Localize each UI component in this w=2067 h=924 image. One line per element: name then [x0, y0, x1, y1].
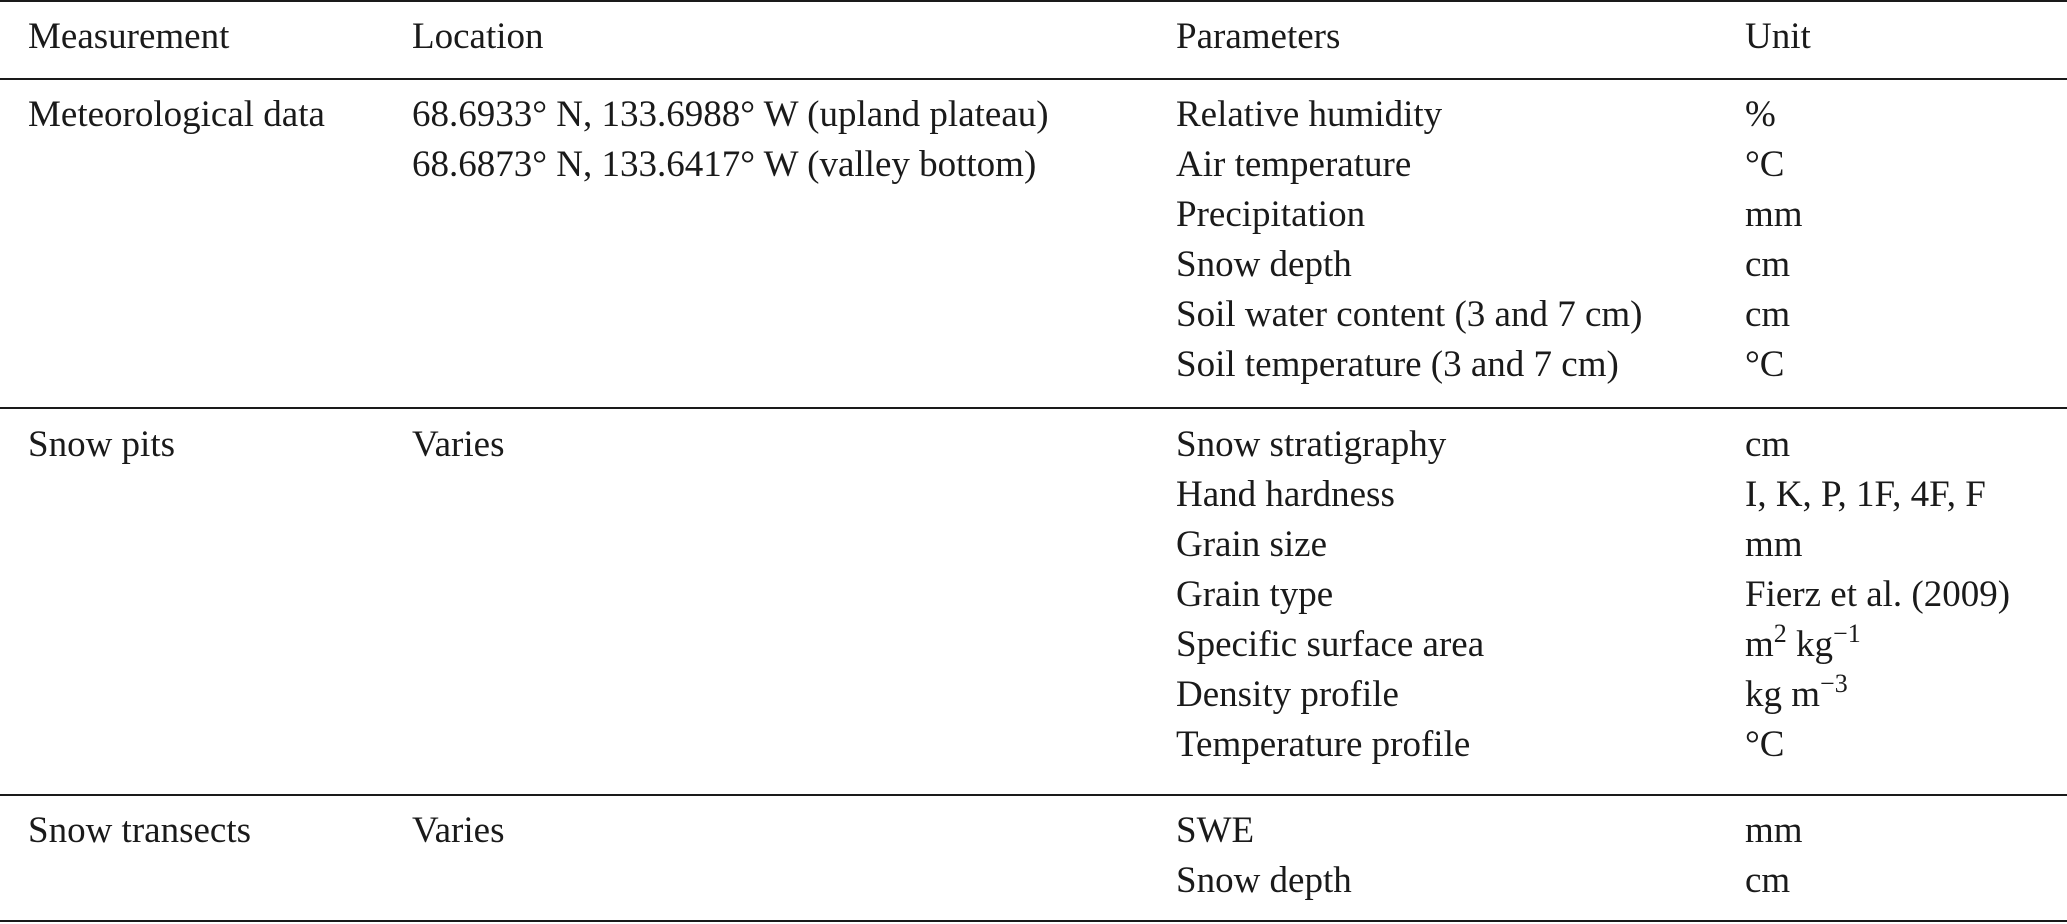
row-separator	[0, 794, 2067, 796]
row-parameters	[1176, 806, 1352, 906]
table-top-rule	[0, 0, 2067, 2]
location-line: 68.6873° N, 133.6417° W (valley bottom)	[412, 144, 1037, 185]
header-unit: Unit	[1745, 16, 1811, 57]
row-measurement: Snow transects	[28, 810, 251, 851]
unit-base: m	[1745, 624, 1774, 665]
location-line: Varies	[412, 424, 505, 465]
table-bottom-rule	[0, 920, 2067, 922]
parameter-item: Relative humidity	[1176, 94, 1443, 135]
unit-superscript: −3	[1820, 669, 1848, 698]
row-measurement: Snow pits	[28, 424, 176, 465]
parameter-item: Soil temperature (3 and 7 cm)	[1176, 344, 1619, 385]
unit-item: I, K, P, 1F, 4F, F	[1745, 474, 1986, 515]
parameter-item: Density profile	[1176, 674, 1399, 715]
header-location: Location	[412, 16, 544, 57]
parameter-item: SWE	[1176, 810, 1255, 851]
unit-item: Fierz et al. (2009)	[1745, 574, 2011, 615]
unit-base: kg m	[1745, 674, 1821, 715]
unit-item-density	[1745, 670, 2010, 720]
row-separator	[0, 407, 2067, 409]
unit-item: %	[1745, 94, 1776, 135]
parameter-item: Temperature profile	[1176, 724, 1471, 765]
parameter-item: Soil water content (3 and 7 cm)	[1176, 294, 1643, 335]
location-line: 68.6933° N, 133.6988° W (upland plateau)	[412, 94, 1049, 135]
unit-item: mm	[1745, 810, 1803, 851]
parameter-item: Air temperature	[1176, 144, 1412, 185]
unit-item: cm	[1745, 424, 1791, 465]
parameter-item: Precipitation	[1176, 194, 1366, 235]
unit-base: kg	[1786, 624, 1834, 665]
unit-item: cm	[1745, 244, 1791, 285]
row-units	[1745, 806, 1803, 906]
unit-item-ssa	[1745, 620, 2010, 670]
row-parameters	[1176, 420, 1484, 770]
parameter-item: Hand hardness	[1176, 474, 1395, 515]
row-location	[412, 90, 1049, 190]
parameter-item: Grain type	[1176, 574, 1334, 615]
parameter-item: Grain size	[1176, 524, 1328, 565]
parameter-item: Snow depth	[1176, 860, 1352, 901]
header-parameters: Parameters	[1176, 16, 1341, 57]
unit-superscript: −1	[1833, 619, 1861, 648]
unit-superscript: 2	[1773, 619, 1787, 648]
parameter-item: Specific surface area	[1176, 624, 1485, 665]
unit-item: cm	[1745, 294, 1791, 335]
row-measurement: Meteorological data	[28, 94, 325, 135]
unit-item: °C	[1745, 344, 1785, 385]
row-parameters	[1176, 90, 1642, 390]
unit-item: mm	[1745, 524, 1803, 565]
unit-item: mm	[1745, 194, 1803, 235]
header-rule	[0, 78, 2067, 80]
row-units	[1745, 420, 2010, 770]
row-location	[412, 806, 504, 856]
row-location	[412, 420, 504, 470]
parameter-item: Snow depth	[1176, 244, 1352, 285]
row-units	[1745, 90, 1803, 390]
unit-item: cm	[1745, 860, 1791, 901]
unit-item: °C	[1745, 144, 1785, 185]
unit-item: °C	[1745, 724, 1785, 765]
header-measurement: Measurement	[28, 16, 230, 57]
location-line: Varies	[412, 810, 505, 851]
parameter-item: Snow stratigraphy	[1176, 424, 1447, 465]
